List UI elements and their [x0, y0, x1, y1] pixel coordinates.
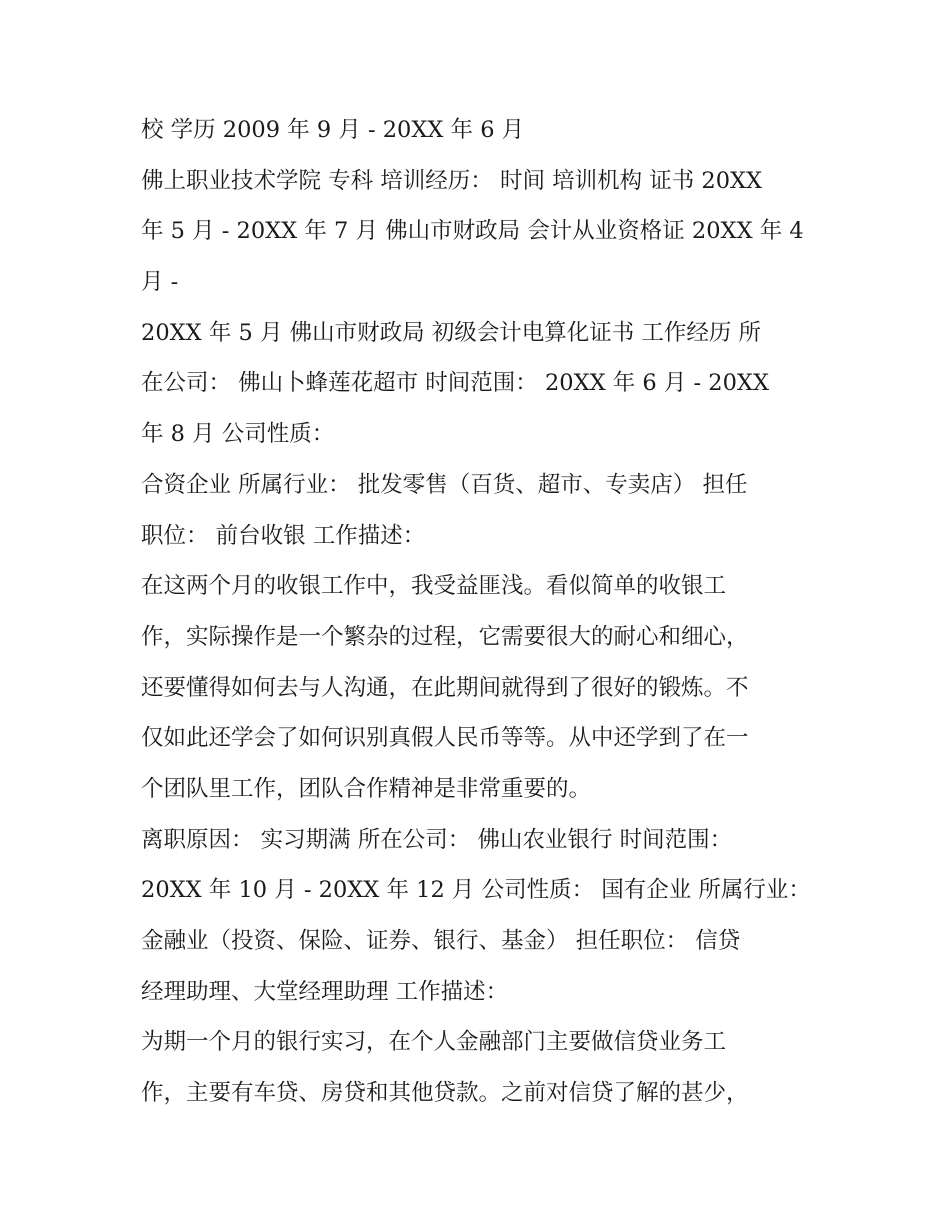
text-line-16: 20XX 年 10 月 - 20XX 年 12 月 公司性质： 国有企业 所属行业： [141, 877, 811, 904]
text-line-3: 年 5 月 - 20XX 年 7 月 佛山市财政局 会计从业资格证 20XX 年 4 [141, 218, 804, 245]
text-line-14: 个团队里工作，团队合作精神是非常重要的。 [141, 775, 592, 802]
text-line-2: 佛上职业技术学院 专科 培训经历： 时间 培训机构 证书 20XX [141, 167, 763, 194]
text-line-18: 经理助理、大堂经理助理 工作描述： [141, 978, 509, 1005]
document-body [141, 110, 821, 1124]
text-line-1: 校 学历 2009 年 9 月 - 20XX 年 6 月 [141, 117, 525, 143]
text-line-19: 为期一个月的银行实习，在个人金融部门主要做信贷业务工 [141, 1029, 727, 1056]
text-line-17: 金融业（投资、保险、证券、银行、基金） 担任职位： 信贷 [141, 928, 741, 954]
text-line-20: 作，主要有车贷、房贷和其他贷款。之前对信贷了解的甚少， [141, 1080, 749, 1107]
text-line-13: 仅如此还学会了如何识别真假人民币等等。从中还学到了在一 [141, 725, 749, 752]
text-line-15: 离职原因： 实习期满 所在公司： 佛山农业银行 时间范围： [141, 826, 733, 853]
text-line-5: 20XX 年 5 月 佛山市财政局 初级会计电算化证书 工作经历 所 [141, 319, 762, 346]
text-line-6: 在公司： 佛山卜蜂莲花超市 时间范围： 20XX 年 6 月 - 20XX [141, 370, 769, 397]
text-line-9: 职位： 前台收银 工作描述： [141, 522, 426, 549]
text-line-7: 年 8 月 公司性质： [141, 421, 335, 448]
text-line-11: 作，实际操作是一个繁杂的过程，它需要很大的耐心和细心， [141, 623, 749, 650]
text-line-4: 月 - [141, 269, 179, 296]
text-line-8: 合资企业 所属行业： 批发零售（百货、超市、专卖店） 担任 [141, 471, 748, 498]
text-line-12: 还要懂得如何去与人沟通，在此期间就得到了很好的锻炼。不 [141, 674, 749, 701]
text-line-10: 在这两个月的收银工作中，我受益匪浅。看似简单的收银工 [141, 573, 727, 600]
